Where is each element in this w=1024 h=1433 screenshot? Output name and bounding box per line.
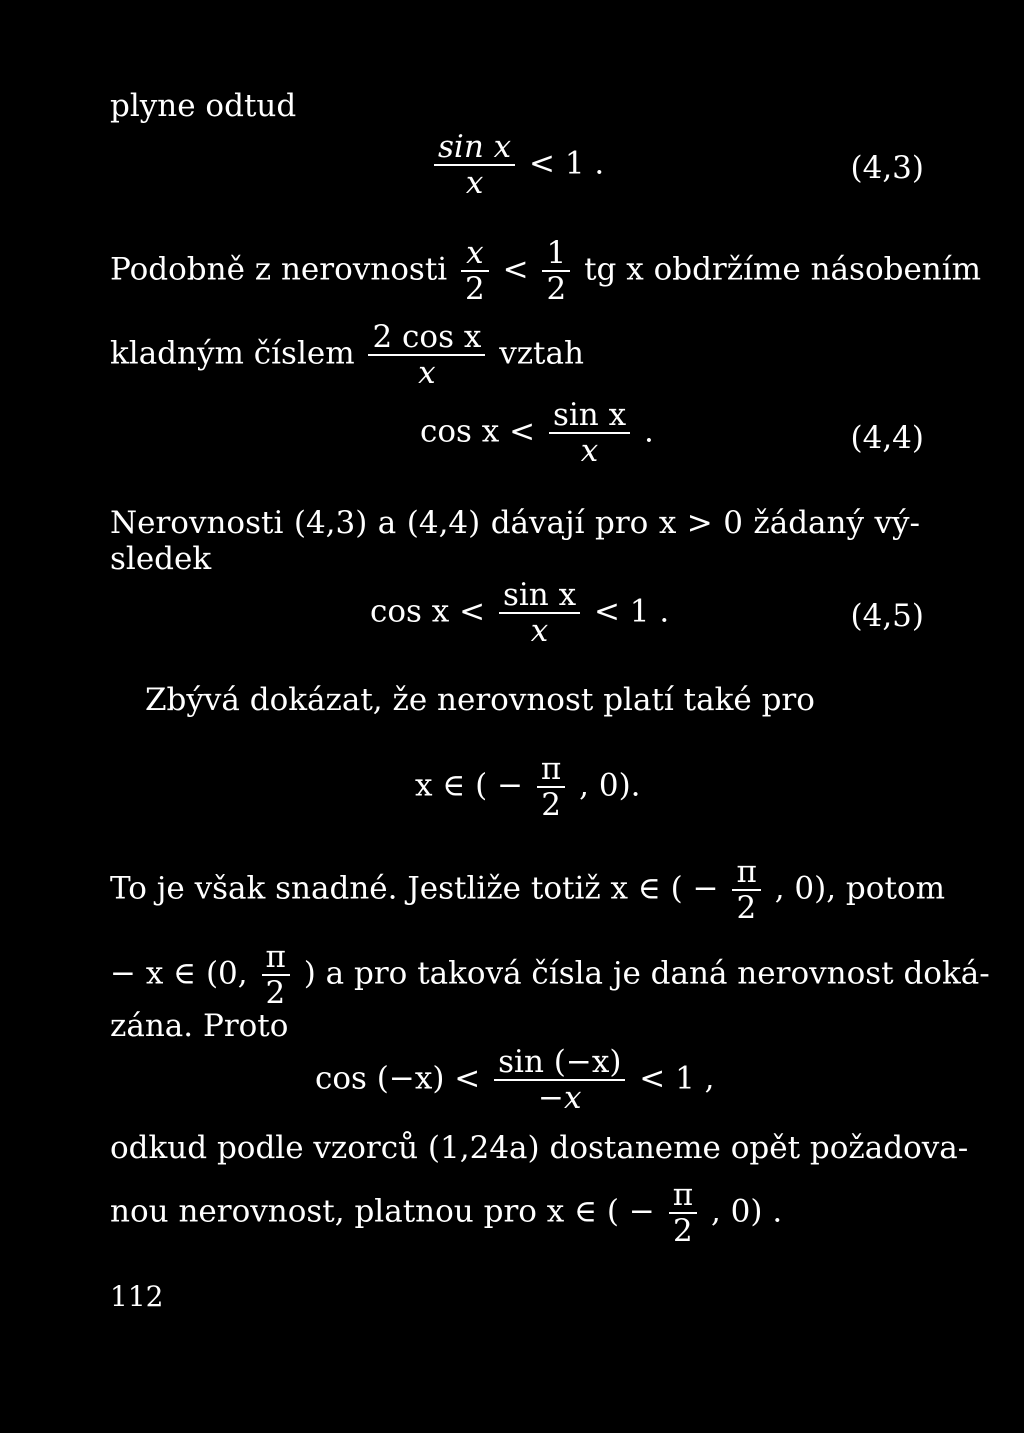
fraction (542, 236, 570, 306)
denominator: 2 (673, 1213, 693, 1249)
fraction (494, 1045, 625, 1115)
expression-lhs: x ∈ ( − (415, 767, 524, 804)
paragraph-5: Zbývá dokázat, že nerovnost platí také pro (145, 682, 815, 718)
denominator: x (580, 433, 599, 469)
interval-expression (415, 752, 641, 822)
paragraph-3 (110, 320, 584, 390)
denominator: 2 (541, 787, 561, 823)
intro-text: plyne odtud (110, 88, 297, 124)
page-number: 112 (110, 1280, 164, 1313)
equation-lhs: cos (−x) < (315, 1060, 481, 1097)
equation-label-4-3: (4,3) (850, 150, 924, 186)
fraction (262, 940, 290, 1010)
equation-label-4-5: (4,5) (850, 598, 924, 634)
denominator: 2 (265, 975, 286, 1011)
fraction (461, 236, 489, 306)
paragraph-10 (110, 1178, 782, 1248)
fraction (537, 752, 565, 822)
numerator: π (537, 752, 565, 788)
equation-4-3 (430, 130, 604, 200)
denominator: −x (538, 1080, 582, 1116)
expression-rhs: , 0). (579, 767, 641, 804)
text-segment: − x ∈ (0, (110, 955, 248, 992)
equation-rhs: < 1 , (639, 1060, 715, 1097)
equation-label-4-4: (4,4) (850, 420, 924, 456)
text-segment: , 0), potom (774, 870, 945, 907)
text-segment: ) a pro taková čísla je daná nerovnost doká- (303, 955, 990, 992)
numerator: π (732, 855, 760, 891)
equation-rhs: < 1 . (593, 593, 670, 630)
fraction (368, 320, 485, 390)
equation-lhs: cos x < (370, 593, 486, 630)
denominator: 2 (465, 271, 485, 307)
numerator: sin x (434, 130, 515, 166)
fraction (434, 130, 515, 200)
paragraph-9: odkud podle vzorců (1,24a) dostaneme opět požadova- (110, 1130, 969, 1166)
denominator: x (418, 355, 436, 391)
paragraph-2 (110, 236, 981, 306)
fraction (669, 1178, 697, 1248)
numerator: sin x (499, 578, 580, 614)
numerator: 2 cos x (368, 320, 485, 356)
equation-final (315, 1045, 715, 1115)
equation-rhs: . (643, 413, 654, 450)
paragraph-8: zána. Proto (110, 1008, 289, 1044)
numerator: sin (−x) (494, 1045, 625, 1081)
text-segment: nou nerovnost, platnou pro x ∈ ( − (110, 1193, 655, 1230)
numerator: π (669, 1178, 697, 1214)
text-segment: Podobně z nerovnosti (110, 251, 448, 288)
denominator: 2 (546, 271, 567, 307)
numerator: x (461, 236, 489, 272)
denominator: x (530, 613, 549, 649)
equation-rhs: < 1 . (529, 145, 605, 182)
numerator: π (262, 940, 290, 976)
paragraph-6 (110, 854, 945, 926)
fraction (732, 855, 760, 925)
less-than-sign: < (502, 251, 529, 288)
equation-lhs: cos x < (420, 413, 536, 450)
numerator: 1 (542, 236, 570, 272)
equation-4-5 (370, 578, 669, 648)
text-segment: To je však snadné. Jestliže totiž x ∈ ( − (110, 870, 719, 907)
denominator: x (465, 165, 484, 201)
text-segment: kladným číslem (110, 335, 355, 372)
text-segment: , 0) . (710, 1193, 783, 1230)
text-segment: vztah (499, 335, 584, 372)
fraction (549, 398, 630, 468)
paragraph-4-line-2: sledek (110, 541, 212, 577)
denominator: 2 (736, 890, 757, 926)
equation-4-4 (420, 398, 654, 468)
numerator: sin x (549, 398, 630, 434)
paragraph-4-line-1: Nerovnosti (4,3) a (4,4) dávají pro x > 0 žádaný vý- (110, 505, 920, 541)
text-segment: tg x obdržíme násobením (584, 251, 982, 288)
paragraph-7 (110, 939, 990, 1011)
fraction (499, 578, 580, 648)
